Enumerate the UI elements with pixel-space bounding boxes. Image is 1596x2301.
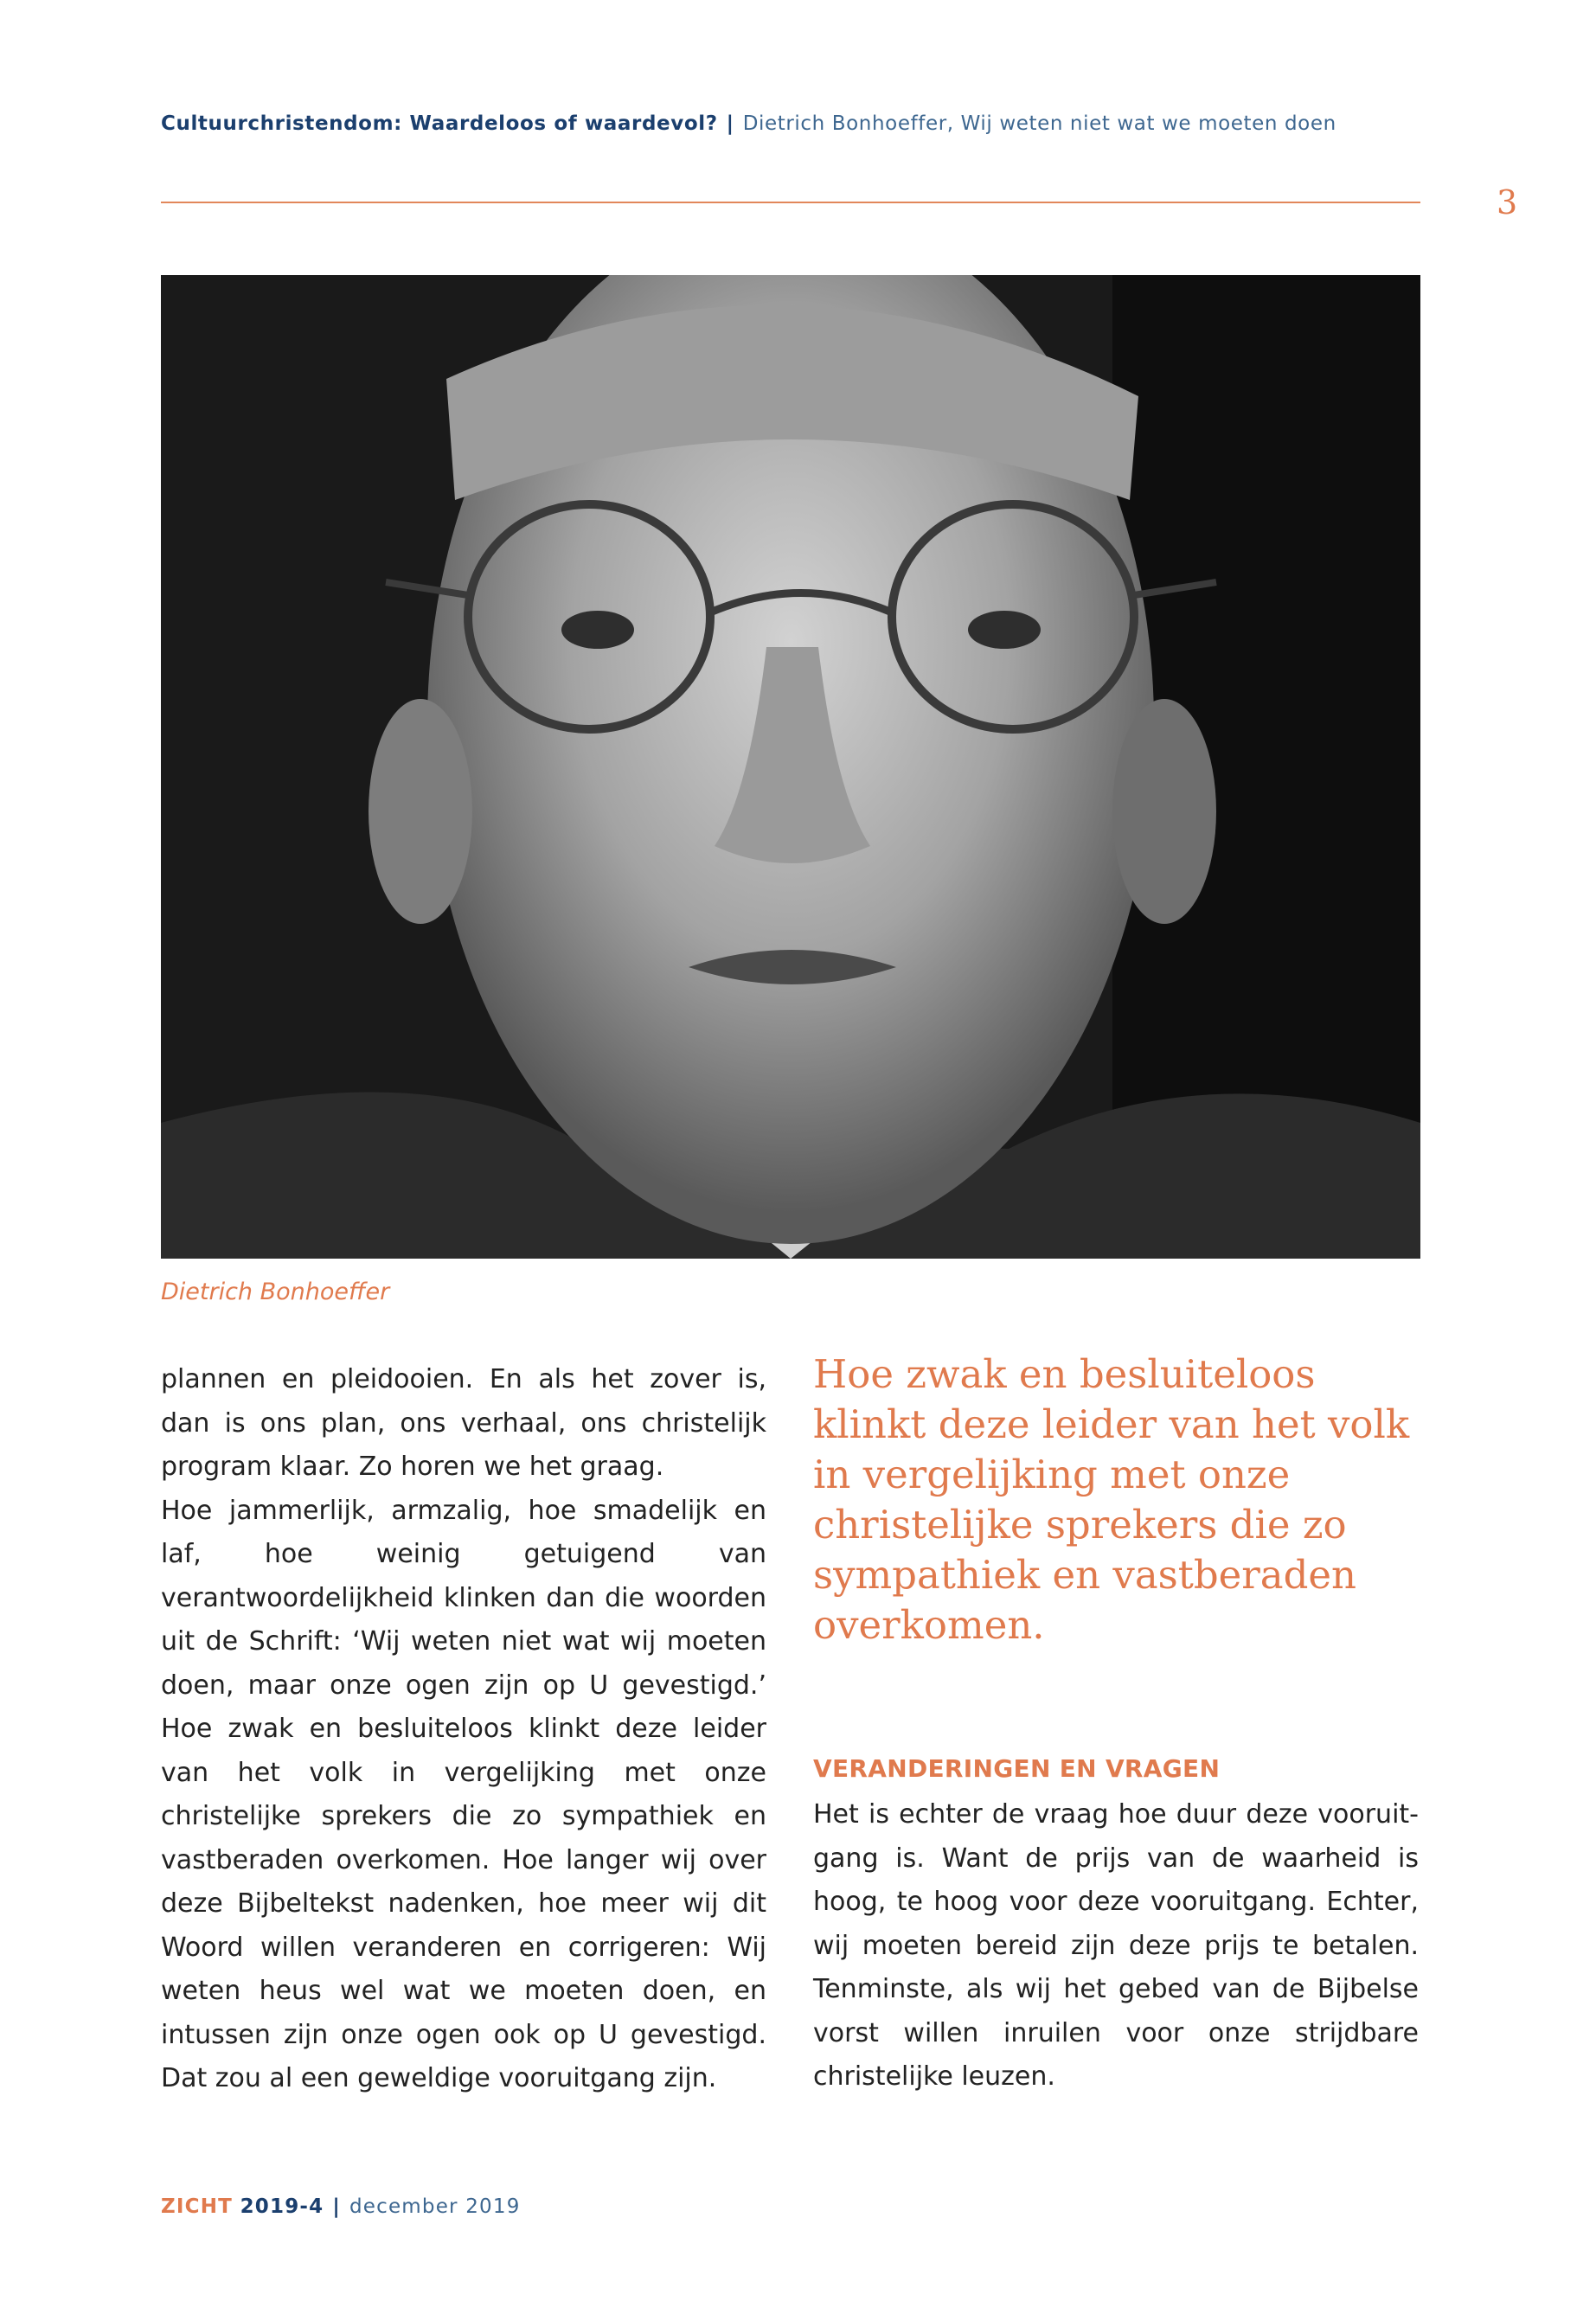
footer-issue-number: 2019-4 [240, 2195, 324, 2218]
pull-quote: Hoe zwak en besluiteloos klinkt deze leider van het volk in vergelijking met onze christelijke sprekers die zo sympathiek en vastberaden overkomen. [813, 1351, 1410, 1648]
paragraph: plannen en pleidooien. En als het zover is, dan is ons plan, ons verhaal, ons christelijk program klaar. Zo horen we het graag. [161, 1364, 766, 1482]
section-heading: VERANDERINGEN EN VRAGEN [813, 1754, 1221, 1783]
footer-date: december 2019 [349, 2195, 521, 2218]
footer-separator: | [332, 2195, 341, 2218]
portrait-illustration [161, 275, 1420, 1259]
right-text-column: Het is echter de vraag hoe duur deze vooruitgang is. Want de prijs van de waarheid is hoog, te hoog voor deze vooruitgang. Echter, wij moeten bereid zijn deze prijs te betalen. Tenminste, als wij het gebed van de Bijbelse vorst willen inruilen voor onze strijdbare christelijke leuzen. [813, 1799, 1419, 2092]
portrait-photo [161, 275, 1420, 1259]
photo-caption: Dietrich Bonhoeffer [161, 1279, 390, 1305]
header-separator: | [726, 112, 734, 135]
page-footer [161, 2195, 521, 2218]
running-header [161, 112, 1424, 135]
footer-magazine-name: ZICHT [161, 2195, 234, 2218]
header-rule [161, 202, 1420, 203]
left-text-column [161, 1358, 766, 2101]
paragraph: Hoe jammerlijk, armzalig, hoe smadelijk en laf, hoe weinig getuigend van verantwoordelijkheid klinken dan die woorden uit de Schrift: ‘Wij weten niet wat wij moeten doen, maar onze ogen zijn op U gevestigd.’ Hoe zwak en besluiteloos klinkt deze leider van het volk in vergelijking met onze christelijke sprekers die zo sympathiek en vastberaden overkomen. Hoe langer wij over deze Bijbeltekst nadenken, hoe meer wij dit Woord willen veranderen en corrigeren: Wij weten heus wel wat we moeten doen, en intussen zijn onze ogen ook op U gevestigd. Dat zou al een geweldige vooruitgang zijn. [161, 1495, 766, 2093]
header-article-subtitle: Dietrich Bonhoeffer, Wij weten niet wat we moeten doen [742, 112, 1336, 135]
header-series-title: Cultuurchristendom: Waardeloos of waardevol? [161, 112, 718, 135]
page-number: 3 [1497, 183, 1518, 221]
